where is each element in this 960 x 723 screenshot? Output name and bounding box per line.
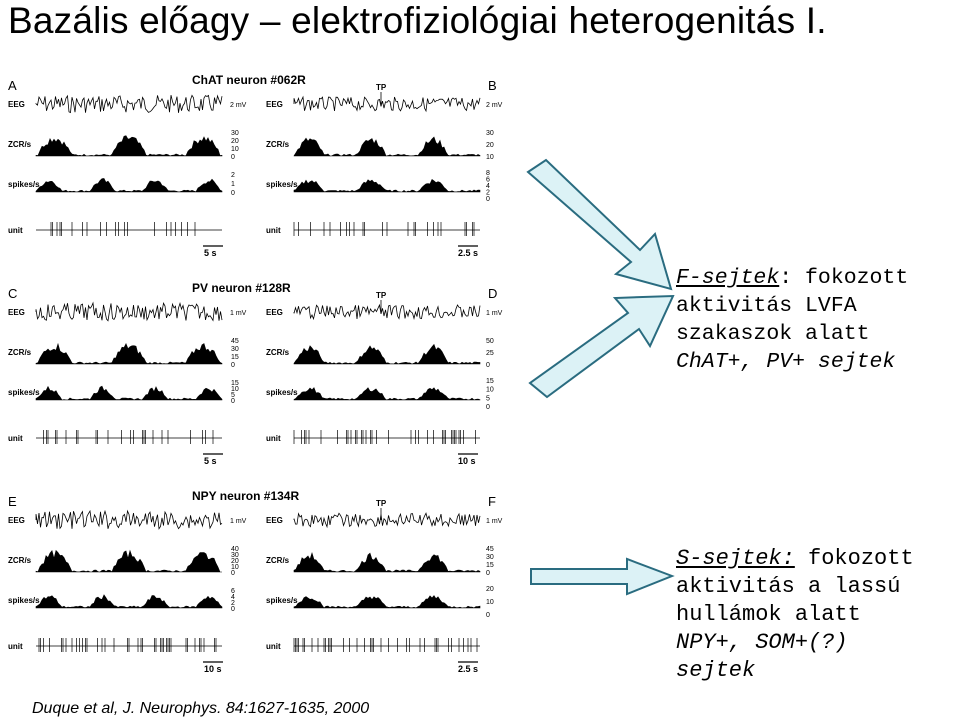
s-cells-rest: fokozott [794, 546, 914, 571]
time-scale-right: 2.5 s [458, 664, 479, 674]
spikes-right-tick-4: 0 [486, 196, 490, 203]
spikes-right-tick-1: 10 [486, 599, 494, 606]
zcr-left-tick-2: 10 [231, 146, 239, 153]
spikes-right-tick-0: 8 [486, 170, 490, 177]
arrow-down-right [528, 160, 671, 289]
zcr-right-tick-0: 30 [486, 130, 494, 137]
eeg-scale-left: 1 mV [230, 310, 247, 317]
row-label-right-2: spikes/s [266, 388, 298, 397]
eeg-scale-right: 1 mV [486, 310, 503, 317]
panel-letter-right: D [488, 286, 498, 301]
f-cells-rest: : fokozott [779, 266, 909, 290]
spikes-right-tick-2: 4 [486, 183, 490, 190]
row-label-right-3: unit [266, 642, 281, 651]
row-label-left-0: EEG [8, 100, 25, 109]
row-label-left-2: spikes/s [8, 388, 40, 397]
zcr-right-tick-1: 25 [486, 350, 494, 357]
s-cells-term: S-sejtek: [676, 546, 795, 571]
spikes-right-tick-1: 10 [486, 386, 494, 394]
spikes-left-tick-2: 5 [231, 392, 235, 399]
tp-label: TP [376, 291, 387, 300]
tp-label: TP [376, 83, 387, 92]
row-label-right-1: ZCR/s [266, 556, 290, 565]
row-label-right-0: EEG [266, 308, 283, 317]
row-label-right-2: spikes/s [266, 180, 298, 189]
eeg-scale-right: 1 mV [486, 518, 503, 525]
spikes-left-tick-3: 0 [231, 606, 235, 613]
spikes-left-tick-1: 10 [231, 386, 239, 393]
row-label-left-1: ZCR/s [8, 140, 32, 149]
panel-letter-left: A [8, 78, 17, 93]
neuron-label: NPY neuron #134R [192, 489, 300, 503]
zcr-left-tick-4: 0 [231, 570, 235, 577]
neuron-label: ChAT neuron #062R [192, 73, 306, 87]
s-cells-line2: aktivitás a lassú [676, 574, 901, 599]
time-scale-right: 10 s [458, 456, 476, 466]
time-scale-left: 10 s [204, 664, 222, 674]
zcr-left-tick-2: 15 [231, 354, 239, 361]
zcr-left-tick-3: 0 [231, 362, 235, 369]
eeg-scale-left: 2 mV [230, 102, 247, 109]
f-cells-term: F-sejtek [676, 266, 780, 290]
f-cells-line2: aktivitás LVFA [676, 294, 857, 318]
f-cells-textbox [676, 264, 960, 402]
row-label-right-1: ZCR/s [266, 140, 290, 149]
panel-letter-left: C [8, 286, 18, 301]
zcr-right-tick-2: 0 [486, 362, 490, 369]
citation: Duque et al, J. Neurophys. 84:1627-1635, 2000 [32, 700, 370, 717]
spikes-left-tick-0: 15 [231, 380, 239, 387]
spikes-right-tick-1: 6 [486, 176, 490, 184]
spikes-right-tick-3: 0 [486, 404, 490, 411]
row-label-right-0: EEG [266, 100, 283, 109]
row-label-left-2: spikes/s [8, 180, 40, 189]
row-label-left-1: ZCR/s [8, 556, 32, 565]
panel-letter-right: F [488, 494, 496, 509]
zcr-left-tick-1: 30 [231, 552, 239, 559]
time-scale-left: 5 s [204, 456, 217, 466]
zcr-right-tick-3: 0 [486, 570, 490, 577]
row-label-left-0: EEG [8, 308, 25, 317]
row-label-left-2: spikes/s [8, 596, 40, 605]
s-cells-line5: sejtek [676, 658, 756, 683]
row-label-right-0: EEG [266, 516, 283, 525]
row-label-left-3: unit [8, 226, 23, 235]
zcr-left-tick-0: 45 [231, 338, 239, 345]
spikes-right-tick-2: 0 [486, 612, 490, 619]
row-label-left-1: ZCR/s [8, 348, 32, 357]
row-label-left-3: unit [8, 642, 23, 651]
row-label-left-0: EEG [8, 516, 25, 525]
zcr-left-tick-0: 40 [231, 546, 239, 553]
row-label-left-3: unit [8, 434, 23, 443]
zcr-right-tick-1: 20 [486, 142, 494, 149]
row-label-right-3: unit [266, 434, 281, 443]
zcr-right-tick-0: 45 [486, 546, 494, 553]
eeg-scale-left: 1 mV [230, 518, 247, 525]
slide-title: Bazális előagy – elektrofiziológiai heterogenitás I. [8, 0, 827, 41]
panel-letter-right: B [488, 78, 497, 93]
spikes-left-tick-2: 2 [231, 600, 235, 607]
spikes-left-tick-1: 4 [231, 594, 235, 601]
zcr-left-tick-0: 30 [231, 130, 239, 137]
f-cells-line4: ChAT+, PV+ sejtek [676, 350, 896, 374]
f-cells-line3: szakaszok alatt [676, 322, 870, 346]
zcr-right-tick-2: 10 [486, 154, 494, 161]
tp-label: TP [376, 499, 387, 508]
spikes-left-tick-2: 0 [231, 190, 235, 197]
zcr-left-tick-2: 20 [231, 558, 239, 565]
spikes-right-tick-0: 20 [486, 586, 494, 593]
spikes-left-tick-0: 2 [231, 172, 235, 179]
arrow-up-right [530, 296, 673, 397]
time-scale-left: 5 s [204, 248, 217, 258]
panel-letter-left: E [8, 494, 17, 509]
row-label-right-1: ZCR/s [266, 348, 290, 357]
time-scale-right: 2.5 s [458, 248, 479, 258]
s-cells-line4: NPY+, SOM+(?) [676, 630, 848, 655]
neuron-label: PV neuron #128R [192, 281, 291, 295]
zcr-left-tick-3: 10 [231, 564, 239, 571]
spikes-right-tick-3: 2 [486, 189, 490, 197]
zcr-right-tick-0: 50 [486, 338, 494, 345]
spikes-left-tick-1: 1 [231, 181, 235, 188]
zcr-left-tick-1: 30 [231, 346, 239, 353]
spikes-left-tick-0: 6 [231, 588, 235, 595]
zcr-left-tick-1: 20 [231, 138, 239, 145]
row-label-right-3: unit [266, 226, 281, 235]
row-label-right-2: spikes/s [266, 596, 298, 605]
s-cells-line3: hullámok alatt [676, 602, 861, 627]
zcr-right-tick-1: 30 [486, 554, 494, 561]
s-cells-textbox [676, 545, 960, 685]
spikes-right-tick-2: 5 [486, 395, 490, 403]
eeg-scale-right: 2 mV [486, 102, 503, 109]
zcr-right-tick-2: 15 [486, 562, 494, 569]
arrow-right [531, 559, 672, 594]
spikes-left-tick-3: 0 [231, 398, 235, 405]
spikes-right-tick-0: 15 [486, 378, 494, 385]
zcr-left-tick-3: 0 [231, 154, 235, 161]
